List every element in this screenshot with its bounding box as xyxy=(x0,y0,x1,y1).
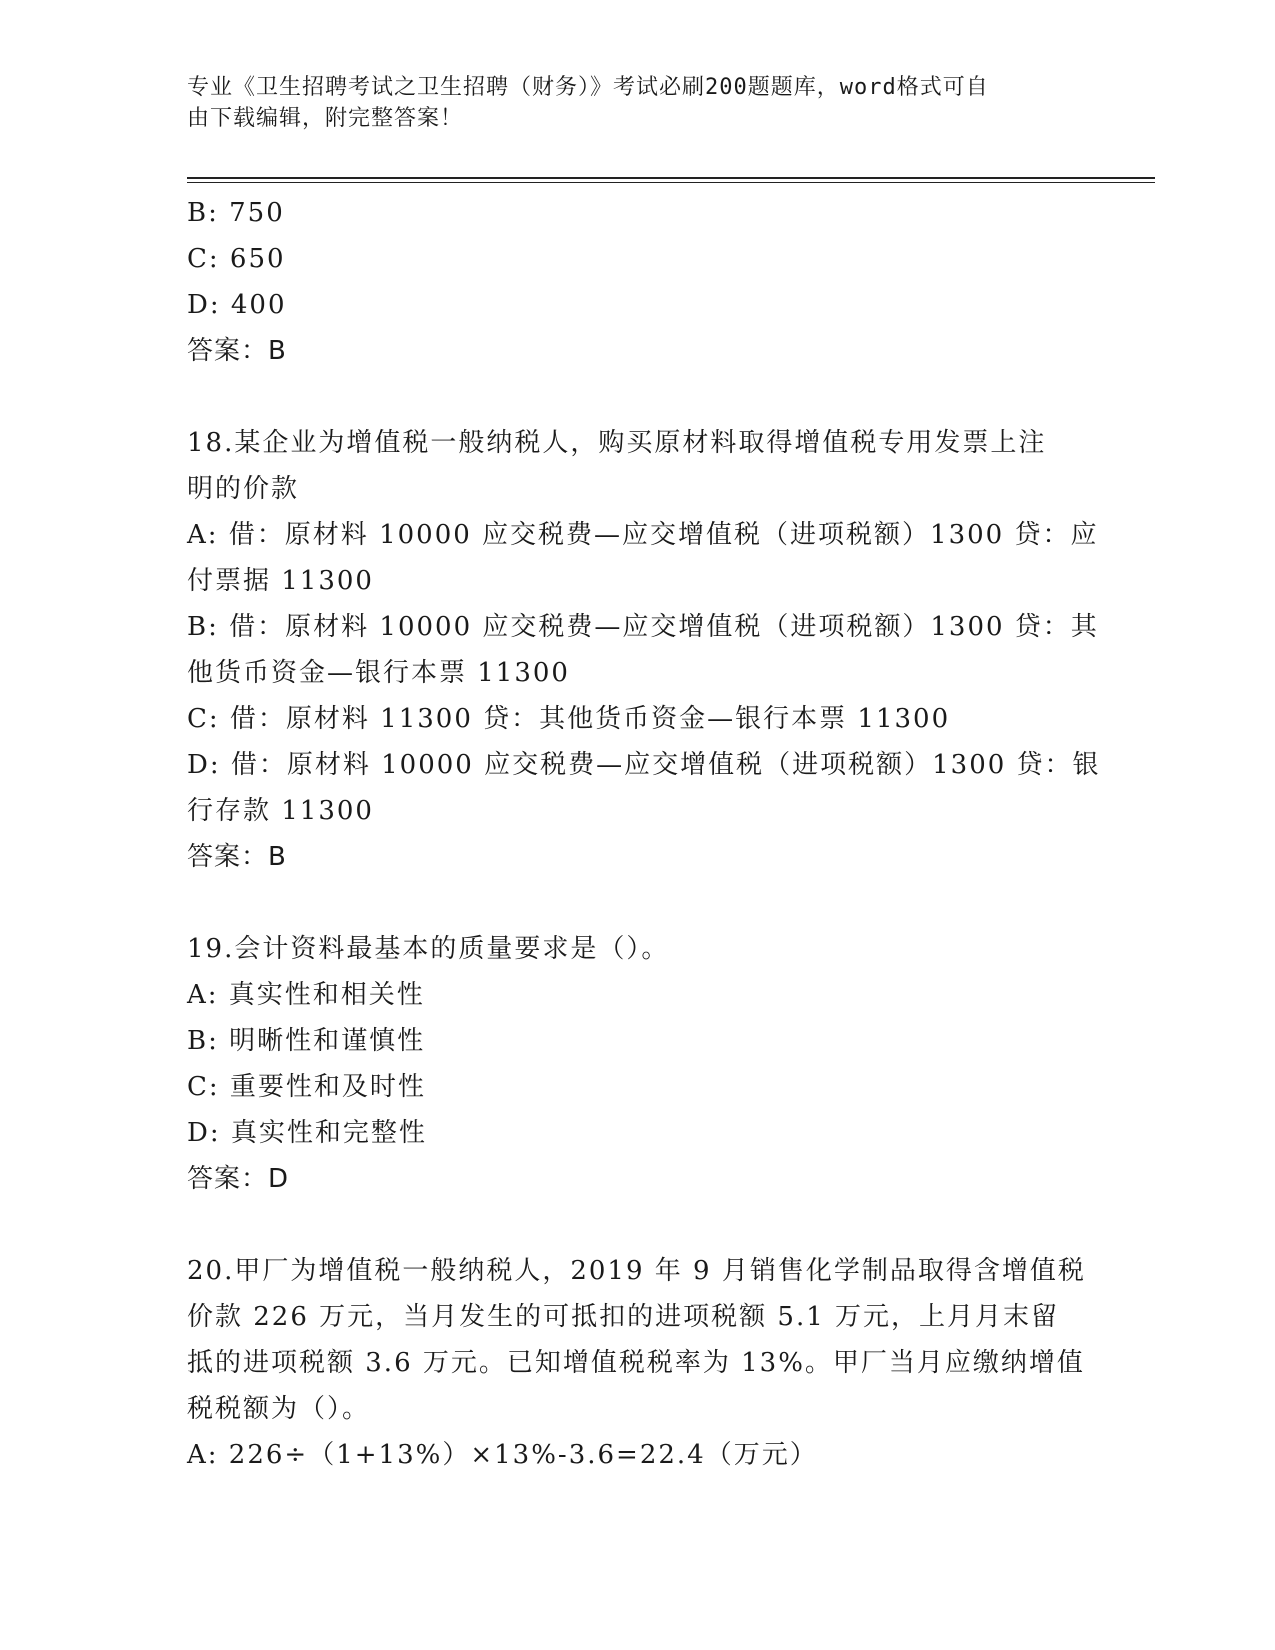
q17-option-b: B: 750 xyxy=(187,198,285,228)
q20-option-a: A: 226÷（1+13%）×13%-3.6=22.4（万元） xyxy=(187,1440,818,1470)
q19-option-d: D: 真实性和完整性 xyxy=(187,1118,427,1148)
q18-option-b-line-1: B: 借：原材料 10000 应交税费—应交增值税（进项税额）1300 贷：其 xyxy=(187,612,1099,642)
q18-option-d-line-1: D: 借：原材料 10000 应交税费—应交增值税（进项税额）1300 贷：银 xyxy=(187,750,1101,780)
q19-answer: 答案：D xyxy=(187,1164,290,1194)
q20-stem-line-2: 价款 226 万元，当月发生的可抵扣的进项税额 5.1 万元，上月月末留 xyxy=(187,1302,1060,1332)
q18-option-b-line-2: 他货币资金—银行本票 11300 xyxy=(187,658,570,688)
q18-option-a-line-2: 付票据 11300 xyxy=(187,566,374,596)
q18-stem-line-1: 18.某企业为增值税一般纳税人，购买原材料取得增值税专用发票上注 xyxy=(187,428,1047,458)
spacer xyxy=(187,880,1087,926)
q18-answer: 答案：B xyxy=(187,842,287,872)
header-divider xyxy=(187,177,1155,179)
q19-option-a: A: 真实性和相关性 xyxy=(187,980,425,1010)
q20-stem-line-3: 抵的进项税额 3.6 万元。已知增值税税率为 13%。甲厂当月应缴纳增值 xyxy=(187,1348,1085,1378)
q18-stem-line-2: 明的价款 xyxy=(187,474,300,504)
q19-option-c: C: 重要性和及时性 xyxy=(187,1072,426,1102)
document-body xyxy=(187,190,1101,1478)
q17-option-c: C: 650 xyxy=(187,244,286,274)
header-line-2: 由下载编辑，附完整答案！ xyxy=(187,106,464,131)
q19-stem: 19.会计资料最基本的质量要求是（）。 xyxy=(187,934,670,964)
q18-option-c: C: 借：原材料 11300 贷：其他货币资金—银行本票 11300 xyxy=(187,704,951,734)
q18-option-d-line-2: 行存款 11300 xyxy=(187,796,374,826)
header-text xyxy=(187,72,1067,134)
q20-stem-line-1: 20.甲厂为增值税一般纳税人，2019 年 9 月销售化学制品取得含增值税 xyxy=(187,1256,1086,1286)
spacer xyxy=(187,374,1087,420)
header-line-1: 专业《卫生招聘考试之卫生招聘（财务）》考试必刷200题题库，word格式可自 xyxy=(187,75,989,100)
q17-answer: 答案：B xyxy=(187,336,287,366)
q19-option-b: B: 明晰性和谨慎性 xyxy=(187,1026,426,1056)
page-header xyxy=(187,72,1087,134)
header-divider-thin xyxy=(187,182,1155,183)
spacer xyxy=(187,1202,1087,1248)
q20-stem-line-4: 税税额为（）。 xyxy=(187,1394,371,1424)
q17-option-d: D: 400 xyxy=(187,290,287,320)
q18-option-a-line-1: A: 借：原材料 10000 应交税费—应交增值税（进项税额）1300 贷：应 xyxy=(187,520,1099,550)
